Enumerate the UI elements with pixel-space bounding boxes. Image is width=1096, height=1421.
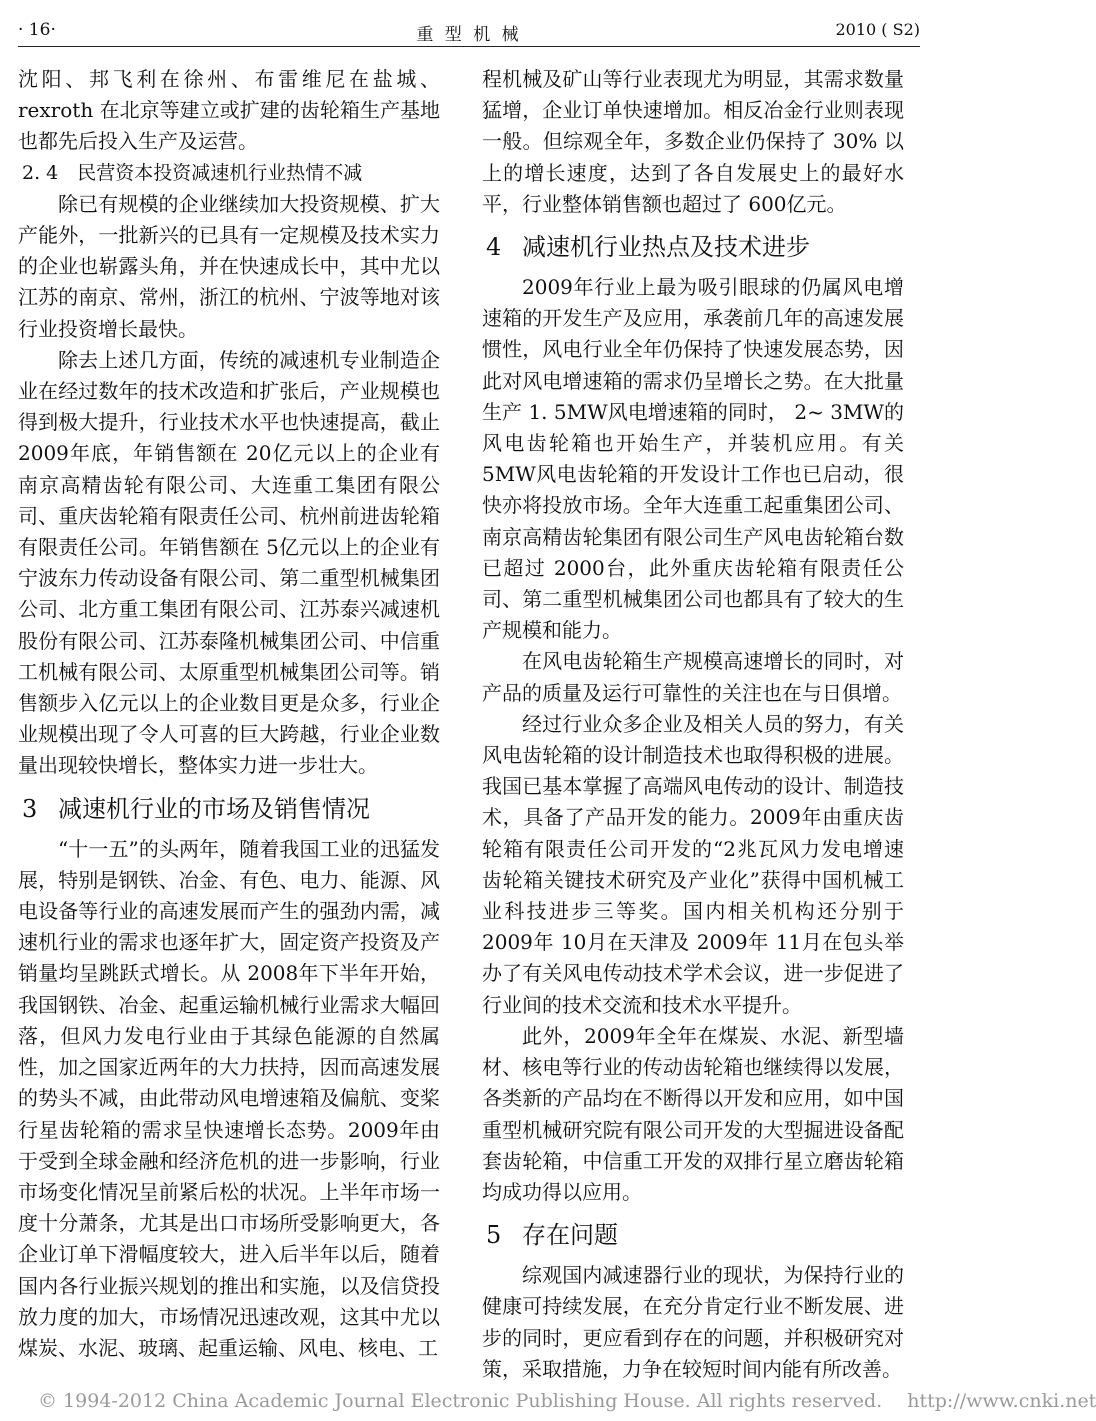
paragraph: 此外，2009年全年在煤炭、水泥、新型墙材、核电等行业的传动齿轮箱也继续得以发展，各类新的产品均在不断得以开发和应用，如中国重型机械研究院有限公司开发的大型掘进设备配套齿轮箱，中信重工开发的双排行星立磨齿轮箱均成功得以应用。: [482, 1023, 904, 1204]
copyright-footer: © 1994-2012 China Academic Journal Electronic Publishing House. All rights reserved. http://www.cnki.net: [38, 1390, 1096, 1412]
paragraph-continued: 沈阳、邦飞利在徐州、布雷维尼在盐城、 rexroth 在北京等建立或扩建的齿轮箱生产基地也都先后投入生产及运营。: [18, 67, 440, 154]
issue-label: 2010 ( S2): [835, 20, 920, 39]
section-number: 4: [486, 233, 502, 262]
paragraph: “十一五”的头两年，随着我国工业的迅猛发展，特别是钢铁、冶金、有色、电力、能源、风电设备等行业的高速发展而产生的强劲内需，减速机行业的需求也逐年扩大，固定资产投资及产销量均呈跳跃式增长。从 2008年下半年开始，我国钢铁、冶金、起重运输机械行业需求大幅回落，但风力发电行业由于其绿色能源的自然属性，加之国家近两年的大力扶持，因而高速发展的势头不减，由此带动风电增速箱及偏航、变桨行星齿轮箱的需求呈快速增长态势。2009年由于受到全球金融和经济危机的进一步影响，行业市场变化情况呈前紧后松的状况。上半年市场一度十分萧条，尤其是出口市场所受影响更大，各企业订单下滑幅度较大，进入后半年以后，随着国内各行业振兴规划的推出和实施，以及信贷投放力度的加大，市场情况迅速改观，这其中尤以煤炭、水泥、玻璃、起重运输、风电、核电、工: [18, 836, 440, 1360]
paragraph: 2009年行业上最为吸引眼球的仍属风电增速箱的开发生产及应用，承袭前几年的高速发展惯性，风电行业全年仍保持了快速发展态势，因此对风电增速箱的需求仍呈增长之势。在大批量生产 1. 5MW风电增速箱的同时， 2~ 3MW的风电齿轮箱也开始生产，并装机应用。有关 5MW风电齿轮箱的开发设计工作也已启动，很快亦将投放市场。全年大连重工起重集团公司、南京高精齿轮集团有限公司生产风电齿轮箱台数已超过 2000台，此外重庆齿轮箱有限责任公司、第二重型机械集团公司也都具有了较大的生产规模和能力。: [482, 275, 904, 643]
paragraph: 经过行业众多企业及相关人员的努力，有关风电齿轮箱的设计制造技术也取得积极的进展。我国已基本掌握了高端风电传动的设计、制造技术，具备了产品开发的能力。2009年由重庆齿轮箱有限责任公司开发的“2兆瓦风力发电增速齿轮箱关键技术研究及产业化”获得中国机械工业科技进步三等奖。国内相关机构还分别于 2009年 10月在天津及 2009年 11月在包头举办了有关风电传动技术学术会议，进一步促进了行业间的技术交流和技术水平提升。: [482, 711, 904, 1017]
paragraph: 除去上述几方面，传统的减速机专业制造企业在经过数年的技术改造和扩张后，产业规模也得到极大提升，行业技术水平也快速提高，截止 2009年底，年销售额在 20亿元以上的企业有南京高精齿轮有限公司、大连重工集团有限公司、重庆齿轮箱有限责任公司、杭州前进齿轮箱有限责任公司。年销售额在 5亿元以上的企业有宁波东力传动设备有限公司、第二重型机械集团公司、北方重工集团有限公司、江苏泰兴减速机股份有限公司、江苏泰隆机械集团公司、中信重工机械有限公司、太原重型机械集团公司等。销售额步入亿元以上的企业数目更是众多，行业企业规模出现了令人可喜的巨大跨越，行业企业数量出现较快增长，整体实力进一步壮大。: [18, 347, 440, 778]
header-rule: [18, 46, 920, 47]
section-heading: [18, 792, 440, 826]
page-number: · 16·: [18, 20, 56, 40]
left-column: [18, 64, 440, 1364]
page-header: [18, 18, 920, 44]
paragraph-continued: 程机械及矿山等行业表现尤为明显，其需求数量猛增，企业订单快速增加。相反冶金行业则表现一般。但综观全年，多数企业仍保持了 30% 以上的增长速度，达到了各自发展史上的最好水平，行业整体销售额也超过了 600亿元。: [482, 67, 904, 216]
paragraph: 在风电齿轮箱生产规模高速增长的同时，对产品的质量及运行可靠性的关注也在与日俱增。: [482, 649, 904, 705]
paragraph: 综观国内减速器行业的现状，为保持行业的健康可持续发展，在充分肯定行业不断发展、进步的同时，更应看到存在的问题，并积极研究对策，采取措施，力争在较短时间内能有所改善。: [482, 1263, 904, 1381]
section-title: 减速机行业的市场及销售情况: [58, 794, 370, 823]
section-title: 减速机行业热点及技术进步: [522, 233, 810, 262]
paragraph: 除已有规模的企业继续加大投资规模、扩大产能外，一批新兴的已具有一定规模及技术实力的企业也崭露头角，并在快速成长中，其中尤以江苏的南京、常州，浙江的杭州、宁波等地对该行业投资增长最快。: [18, 191, 440, 341]
section-number: 5: [486, 1221, 502, 1250]
section-title: 存在问题: [522, 1221, 618, 1250]
section-heading: [482, 1218, 904, 1252]
section-number: 3: [22, 794, 38, 823]
section-heading: [482, 230, 904, 264]
right-column: [482, 64, 904, 1385]
journal-title: 重 型 机 械: [416, 25, 522, 45]
subsection-heading: 2. 4 民营资本投资减速机行业热情不减: [22, 161, 363, 184]
